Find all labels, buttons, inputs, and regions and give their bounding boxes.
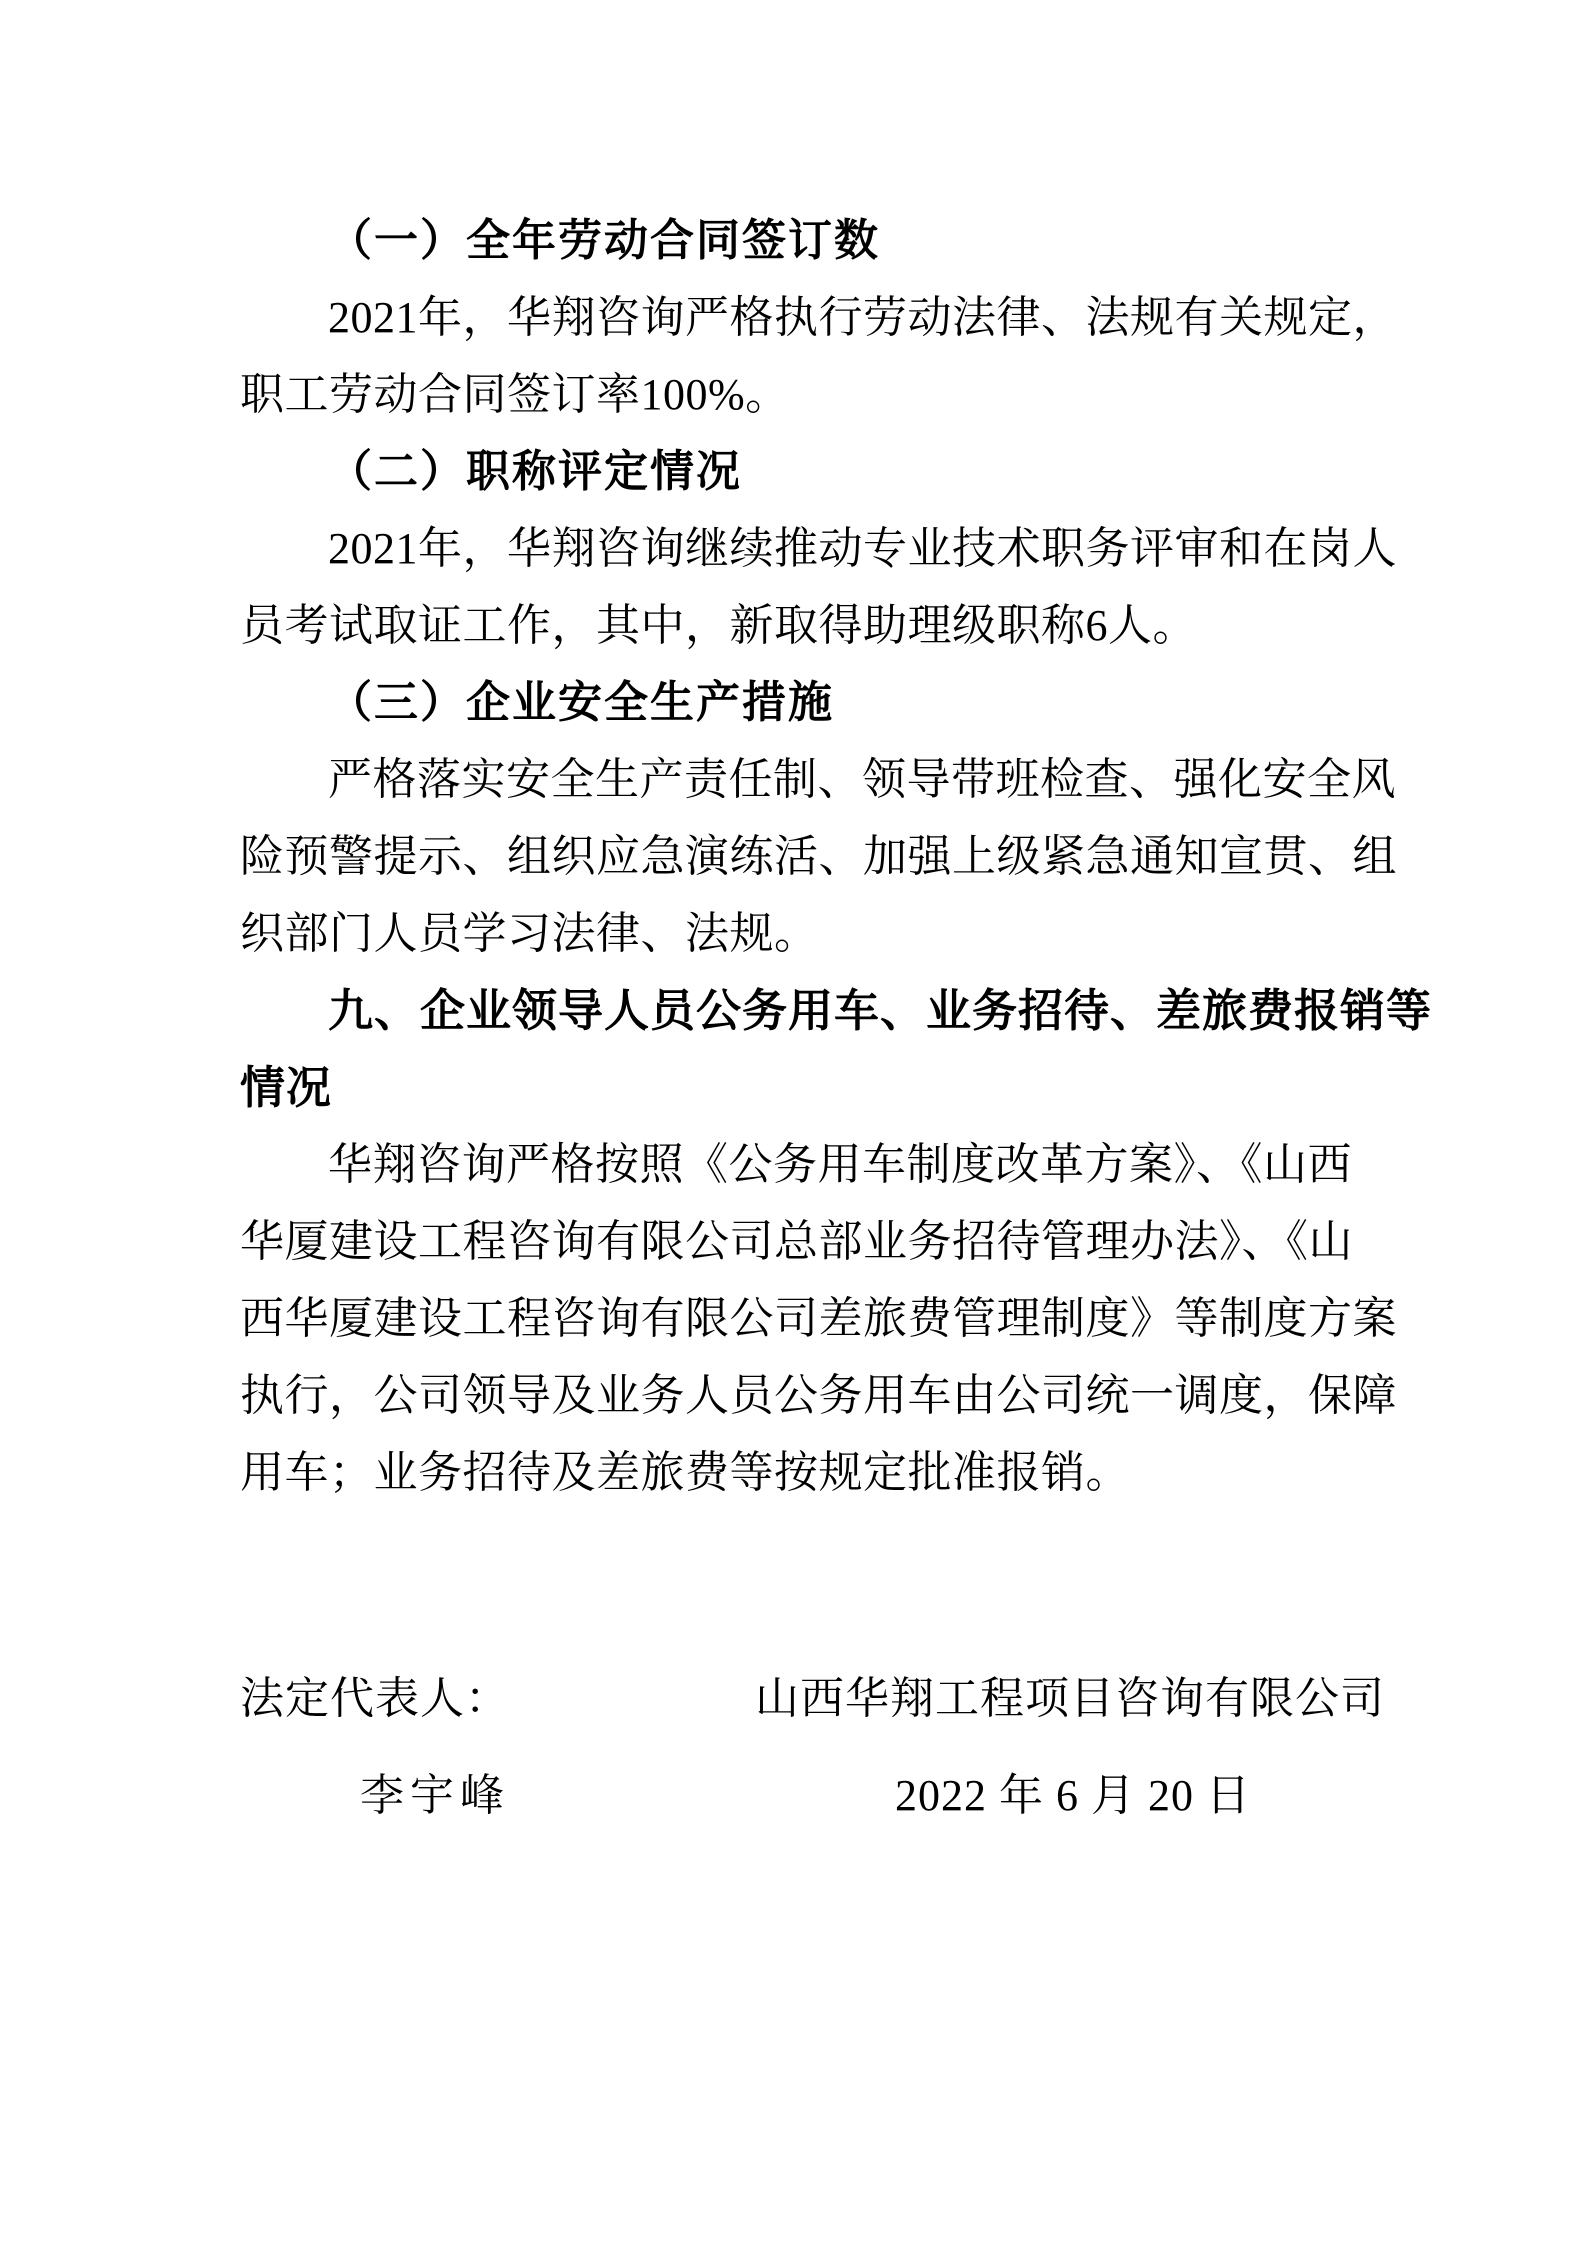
signature-section	[240, 1660, 1385, 1854]
paragraph-line-paragraph-3-1: 严格落实安全生产责任制、领导带班检查、强化安全风	[328, 755, 1396, 804]
document-body	[240, 202, 1433, 1511]
paragraph-line-paragraph-4-2: 华厦建设工程咨询有限公司总部业务招待管理办法》、《山	[240, 1217, 1353, 1266]
paragraph-line-paragraph-2-1: 2021年，华翔咨询继续推动专业技术职务评审和在岗人	[328, 524, 1397, 573]
paragraph-line-paragraph-3-2: 险预警提示、组织应急演练活、加强上级紧急通知宣贯、组	[240, 832, 1397, 881]
paragraph-line-paragraph-1-2: 职工劳动合同签订率100%。	[240, 370, 790, 419]
paragraph-line-paragraph-2-2: 员考试取证工作，其中，新取得助理级职称6人。	[240, 601, 1197, 650]
signature-row-1	[240, 1660, 1385, 1757]
paragraph-line-paragraph-4-1: 华翔咨询严格按照《公务用车制度改革方案》、《山西	[328, 1140, 1352, 1189]
heading-line-chapter-heading-9-1: 九、企业领导人员公务用车、业务招待、差旅费报销等	[328, 985, 1433, 1036]
heading-line-chapter-heading-9-2: 情况	[240, 1062, 333, 1113]
heading-line-section-heading-1-1: （一）全年劳动合同签订数	[328, 216, 880, 265]
heading-line-section-heading-2-1: （二）职称评定情况	[328, 447, 742, 496]
legal-representative-label: 法定代表人：	[240, 1674, 510, 1723]
signature-date: 2022 年 6 月 20 日	[895, 1771, 1251, 1820]
paragraph-line-paragraph-4-5: 用车；业务招待及差旅费等按规定批准报销。	[240, 1448, 1130, 1497]
paragraph-line-paragraph-4-4: 执行，公司领导及业务人员公务用车由公司统一调度，保障	[240, 1371, 1397, 1420]
signature-row-2	[240, 1757, 1362, 1854]
legal-representative-name: 李宇峰	[360, 1771, 510, 1820]
paragraph-line-paragraph-3-3: 织部门人员学习法律、法规。	[240, 909, 819, 958]
paragraph-line-paragraph-1-1: 2021年，华翔咨询严格执行劳动法律、法规有关规定，	[328, 293, 1397, 342]
company-name: 山西华翔工程项目咨询有限公司	[755, 1674, 1385, 1723]
heading-line-section-heading-3-1: （三）企业安全生产措施	[328, 678, 834, 727]
paragraph-line-paragraph-4-3: 西华厦建设工程咨询有限公司差旅费管理制度》等制度方案	[240, 1294, 1397, 1343]
